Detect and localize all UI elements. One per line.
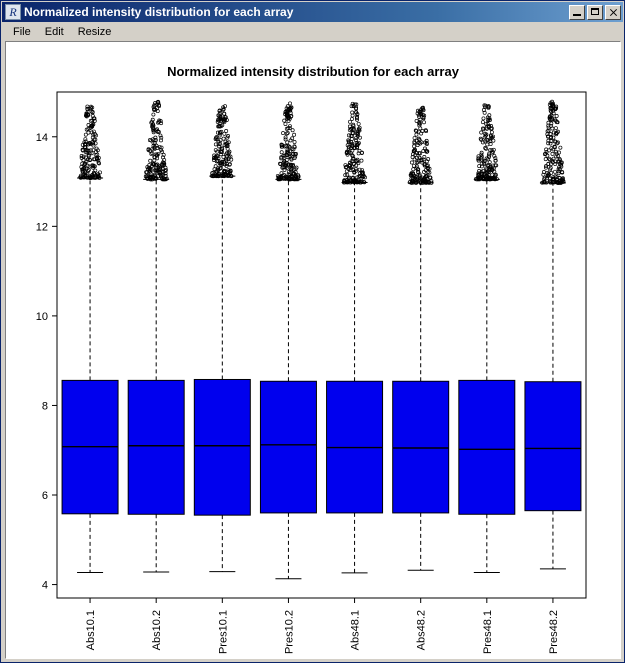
box-rect [194,379,250,515]
boxplot-svg [6,42,620,658]
outlier-point [151,118,154,121]
outlier-point [548,157,551,160]
outlier-point [482,117,485,120]
menu-file[interactable]: File [13,25,31,38]
outlier-point [358,136,361,139]
outlier-point [357,122,360,125]
outlier-point [225,129,228,132]
outlier-point [415,133,418,136]
outlier-point [222,137,225,140]
outlier-point [559,146,562,149]
close-button[interactable] [605,5,621,20]
outlier-point [481,121,484,124]
outlier-point [544,158,547,161]
outlier-point [410,161,413,164]
outlier-point [480,138,483,141]
boxplot-group [525,100,581,569]
y-axis-tick-label: 14 [35,131,48,144]
outlier-point [149,159,152,162]
boxplot-group [260,102,316,579]
y-axis-tick-label: 4 [41,579,48,592]
outlier-point [484,146,487,149]
outlier-point [419,127,422,130]
outlier-point [477,155,480,158]
outlier-point [413,136,416,139]
outlier-point [285,132,288,135]
outlier-point [291,129,294,132]
y-axis-tick-label: 12 [35,221,48,234]
window-title: Normalized intensity distribution for each array [24,5,294,19]
x-axis-tick-label: Abs48.1 [349,610,362,651]
outlier-point [280,151,283,154]
menu-resize[interactable]: Resize [77,25,112,38]
y-axis-tick-label: 10 [35,310,48,323]
x-axis-tick-label: Pres10.2 [283,610,296,655]
outlier-point [283,119,286,122]
outlier-point [351,114,354,117]
outlier-point [284,138,287,141]
boxplot-group [194,105,250,572]
box-rect [260,381,316,513]
maximize-button[interactable] [587,5,603,20]
outlier-point [152,113,155,116]
plot-frame [57,92,586,598]
menu-bar [2,22,623,41]
outlier-point [412,168,415,171]
outlier-point [360,159,363,162]
window-controls [569,5,621,20]
outlier-point [293,140,296,143]
outlier-point [547,129,550,132]
outlier-point [490,131,493,134]
outlier-point [551,152,554,155]
boxplot-group [459,104,515,573]
x-axis-tick-label: Pres48.1 [481,610,494,655]
y-axis-tick-label: 8 [41,400,48,413]
minimize-button[interactable] [569,5,585,20]
r-logo-icon: R [5,4,21,20]
outlier-point [284,122,287,125]
box-rect [128,380,184,514]
outlier-point [555,114,558,117]
outlier-point [415,119,418,122]
boxplot-group [128,100,184,572]
x-axis-tick-label: Abs10.2 [151,610,164,651]
outlier-point [351,111,354,114]
outlier-point [492,139,495,142]
outlier-point [553,170,556,173]
outlier-point [281,131,284,134]
menu-edit[interactable]: Edit [44,25,64,38]
chart-title: Normalized intensity distribution for each array [167,64,459,79]
outlier-point [486,143,489,146]
x-axis-tick-label: Pres48.2 [547,610,560,655]
outlier-point [214,165,217,168]
outlier-point [554,127,557,130]
boxplot-group [393,106,449,570]
outlier-point [422,121,425,124]
box-rect [393,381,449,513]
plot-canvas [5,41,621,659]
outlier-point [222,155,225,158]
outlier-point [84,138,87,141]
y-axis-tick-label: 6 [41,490,48,503]
x-axis-tick-label: Pres10.1 [217,610,230,655]
outlier-point [288,102,291,105]
outlier-point [554,150,557,153]
boxplot-group [327,102,383,573]
box-rect [459,380,515,514]
outlier-point [92,144,95,147]
outlier-point [480,131,483,134]
outlier-point [293,133,296,136]
outlier-point [350,117,353,120]
box-rect [525,382,581,511]
boxplot-group [62,105,118,573]
x-axis-tick-label: Abs10.1 [85,610,98,651]
window-title-bar[interactable] [2,2,623,22]
x-axis-tick-label: Abs48.2 [415,610,428,651]
outlier-point [87,131,90,134]
